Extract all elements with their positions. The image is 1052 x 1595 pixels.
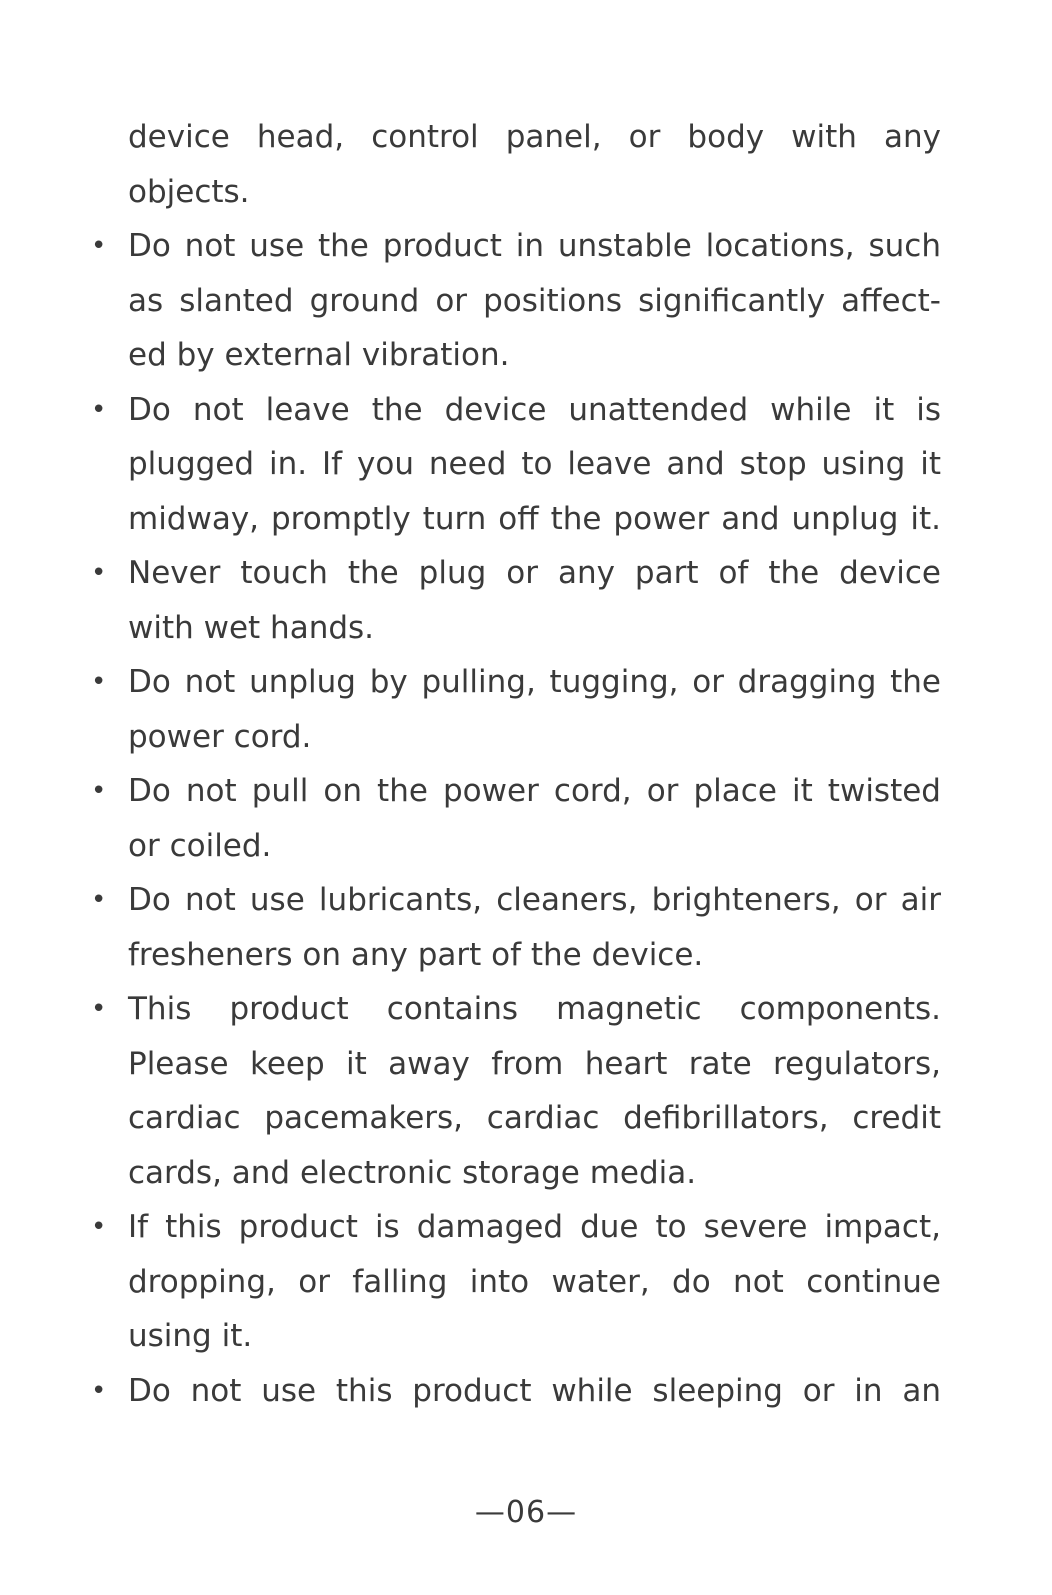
bullet-icon: • [91,885,107,915]
line-text: Please keep it away from heart rate regulators, [128,1045,941,1082]
line-text: Do not unplug by pulling, tugging, or dragging the [128,664,941,700]
line-text: plugged in. If you need to leave and stop using it [128,446,941,482]
text-line [91,928,941,983]
line-text: cards, and electronic storage media. [128,1154,697,1191]
line-text: Do not use the product in unstable locations, such [128,228,941,264]
text-line [91,328,941,383]
line-text: objects. [128,173,250,210]
text-line [91,274,941,329]
text-line [91,110,941,165]
bullet-item-line [91,1364,941,1419]
safety-instructions-list [91,110,941,1418]
line-text: as slanted ground or positions significantly affect- [128,282,941,319]
line-text: with wet hands. [128,609,375,646]
bullet-icon: • [91,667,107,697]
bullet-item-line [91,982,941,1037]
bullet-icon: • [91,231,107,261]
text-line [91,492,941,547]
page-number: —06— [474,1495,578,1530]
bullet-item-line [91,655,941,710]
line-text: This product contains magnetic components. [128,991,941,1027]
text-line [91,437,941,492]
text-line [91,1037,941,1092]
text-line [91,165,941,220]
line-text: or coiled. [128,827,272,864]
line-text: Never touch the plug or any part of the device [128,555,941,591]
bullet-item-line [91,219,941,274]
line-text: cardiac pacemakers, cardiac defibrillators, credit [128,1100,941,1136]
line-text: ed by external vibration. [128,337,510,373]
bullet-icon: • [91,994,107,1024]
line-text: dropping, or falling into water, do not continue [128,1263,941,1300]
bullet-icon: • [91,394,107,425]
line-text: midway, promptly turn off the power and unplug it. [128,500,941,537]
line-text: Do not use lubricants, cleaners, brighteners, or air [128,882,941,918]
line-text: If this product is damaged due to severe impact, [128,1209,941,1245]
line-text: Do not leave the device unattended while it is [128,391,941,428]
bullet-item-line [91,873,941,928]
bullet-icon: • [91,558,107,588]
bullet-icon: • [91,776,107,806]
line-text: using it. [128,1318,253,1354]
text-line [91,819,941,874]
line-text: Do not use this product while sleeping or in an [128,1372,941,1409]
bullet-item-line [91,1200,941,1255]
bullet-icon: • [91,1375,107,1406]
line-text: device head, control panel, or body with any [128,119,941,155]
text-line [91,1146,941,1201]
text-line [91,1091,941,1146]
bullet-item-line [91,383,941,438]
line-text: power cord. [128,718,312,755]
text-line [91,710,941,765]
text-line [91,1309,941,1364]
text-line [91,1255,941,1310]
bullet-item-line [91,546,941,601]
bullet-icon: • [91,1212,107,1242]
line-text: fresheners on any part of the device. [128,936,704,973]
bullet-item-line [91,764,941,819]
text-line [91,601,941,656]
line-text: Do not pull on the power cord, or place it twisted [128,773,941,809]
